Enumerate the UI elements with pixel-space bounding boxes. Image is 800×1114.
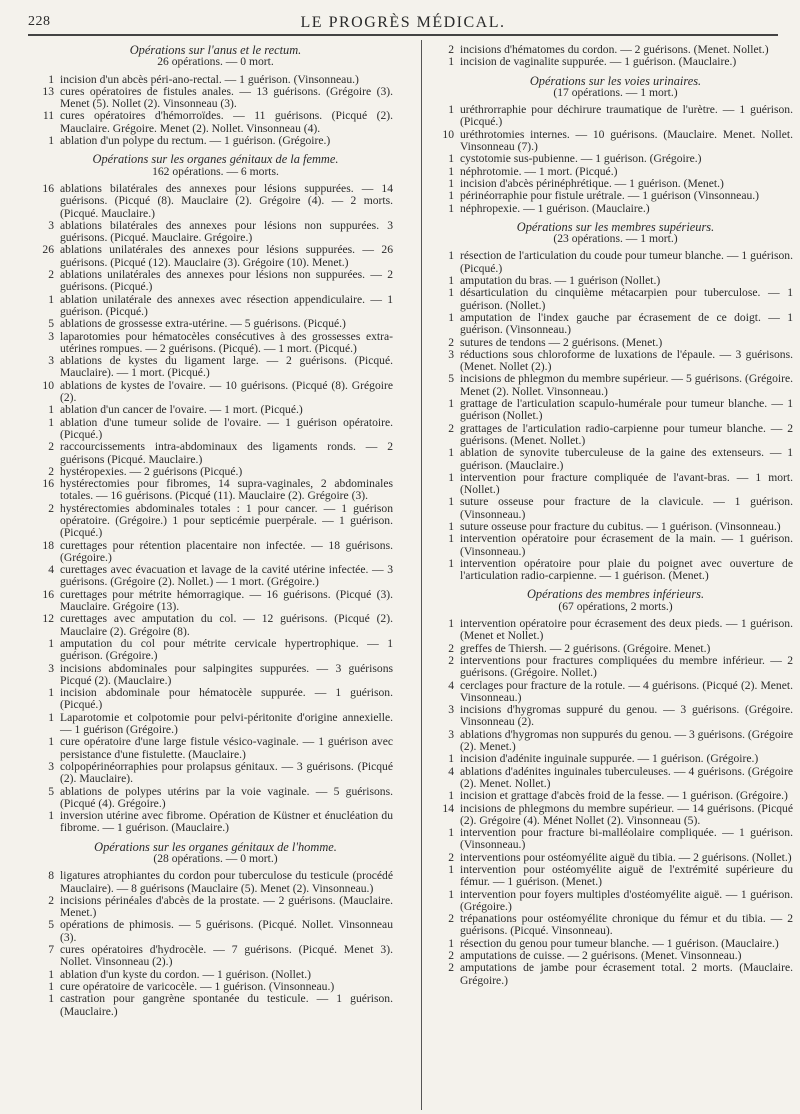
entry-text: ablations de polypes utérins par la voie vaginale. — 5 guérisons. (Picqué (4). Grégoire.) [60, 784, 393, 810]
entry-count: 1 [48, 686, 54, 700]
operation-entry [438, 729, 793, 754]
entry-count: 3 [48, 329, 54, 343]
operation-entry [38, 478, 393, 503]
column-separator [421, 40, 422, 1110]
entry-text: amputations de cuisse. — 2 guérisons. (Menet. Vinsonneau.) [460, 949, 742, 963]
entry-text: cystotomie sus-pubienne. — 1 guérison. (Grégoire.) [460, 152, 702, 166]
entry-text: intervention opératoire pour plaie du poignet avec ouverture de l'articulation radio-carpienne. — 1 guérison. (Menet.) [460, 556, 793, 583]
entry-text: ablations de kystes du ligament large. — 2 guérisons. (Picqué. Mauclaire). — 1 mort. (Picqué.) [60, 354, 393, 380]
operation-entry [438, 153, 793, 165]
entry-text: curettages pour métrite hémorragique. — 16 guérisons. (Picqué (3). Mauclaire. Grégoire (13). [60, 587, 393, 614]
entry-text: néphropexie. — 1 guérison. (Mauclaire.) [460, 201, 650, 215]
entry-text: ablations de kystes de l'ovaire. — 10 guérisons. (Picqué (8). Grégoire (2). [60, 378, 393, 405]
entry-count: 1 [448, 55, 454, 69]
operation-entry [438, 790, 793, 802]
section-summary: (17 opérations. — 1 mort.) [553, 85, 678, 99]
entry-count: 14 [442, 801, 454, 815]
entry-count: 1 [448, 752, 454, 766]
entry-count: 18 [42, 538, 54, 552]
operation-entry [438, 56, 793, 68]
entry-count: 1 [448, 532, 454, 546]
operation-entry [38, 318, 393, 330]
section-summary: (28 opérations. — 0 mort.) [153, 852, 278, 865]
operation-entry [38, 810, 393, 835]
entry-text: intervention opératoire pour écrasement de la main. — 1 guérison. (Vinsonneau.) [460, 532, 793, 558]
operation-entry [438, 104, 793, 129]
entry-count: 1 [448, 310, 454, 324]
entry-count: 11 [42, 109, 54, 123]
entry-count: 10 [42, 378, 54, 392]
entry-text: ablations bilatérales des annexes pour lésions suppurées. — 14 guérisons. (Picqué (8). Mauclaire (2). Grégoire (4). — 2 morts. (Picqué. Mauclaire.) [60, 181, 393, 220]
section-heading: Opérations sur les organes génitaux de la femme. [92, 152, 339, 167]
entry-text: ablation d'un polype du rectum. — 1 guérison. (Grégoire.) [60, 134, 331, 148]
operation-entry [438, 803, 793, 828]
section-summary: (23 opérations. — 1 mort.) [553, 232, 678, 246]
operation-entry [38, 944, 393, 969]
entry-text: sutures de tendons — 2 guérisons. (Menet.) [460, 335, 663, 349]
entry-count: 1 [448, 495, 454, 509]
entry-count: 5 [448, 372, 454, 386]
operation-entry [38, 895, 393, 920]
entry-text: curettages pour rétention placentaire non infectée. — 18 guérisons. (Grégoire.) [60, 538, 393, 564]
operation-entry [438, 618, 793, 643]
entry-count: 2 [48, 501, 54, 515]
entry-text: ablations d'hygromas non suppurés du genou. — 3 guérisons. (Grégoire (2). Menet.) [460, 727, 793, 754]
operation-entry [38, 786, 393, 811]
entry-text: colpopérinéorraphies pour prolapsus génitaux. — 3 guérisons. (Picqué (2). Mauclaire). [60, 759, 393, 786]
entry-count: 1 [448, 103, 454, 117]
operation-entry [438, 373, 793, 398]
entry-count: 1 [448, 176, 454, 190]
entry-count: 1 [448, 617, 454, 631]
operation-entry [438, 447, 793, 472]
entry-count: 3 [48, 661, 54, 675]
operation-entry [438, 962, 793, 987]
entry-text: cerclages pour fracture de la rotule. — 4 guérisons. (Picqué (2). Menet. Vinsonneau.) [460, 678, 793, 704]
entry-text: grattages de l'articulation radio-carpienne pour tumeur blanche. — 2 guérisons. (Menet. Nollet.) [460, 421, 793, 447]
left-column [38, 44, 393, 1018]
section-heading: Opérations sur les voies urinaires. [529, 73, 702, 88]
operation-entry [438, 287, 793, 312]
entry-count: 1 [448, 152, 454, 166]
entry-count: 1 [448, 189, 454, 203]
entry-count: 1 [448, 446, 454, 460]
operation-entry [38, 380, 393, 405]
operation-entry [438, 558, 793, 583]
entry-count: 5 [48, 317, 54, 331]
entry-count: 1 [448, 936, 454, 950]
entry-text: cures opératoires d'hémorroïdes. — 11 guérisons. (Picqué (2). Mauclaire. Grégoire. Menet (2). Nollet. Vinsonneau (4). [60, 109, 393, 135]
entry-count: 2 [448, 653, 454, 667]
operation-entry [38, 355, 393, 380]
entry-text: ablations unilatérales des annexes pour lésions suppurées. — 26 guérisons. (Picqué (12). Mauclaire (3). Grégoire (10). Menet.) [60, 243, 393, 269]
entry-count: 7 [48, 943, 54, 957]
entry-text: incision et grattage d'abcès froid de la fesse. — 1 guérison. (Grégoire.) [460, 789, 788, 803]
section [438, 588, 793, 987]
entry-text: raccourcissements intra-abdominaux des ligaments ronds. — 2 guérisons (Picqué. Mauclaire.) [60, 440, 393, 466]
entry-text: amputations de jambe pour écrasement total. 2 morts. (Mauclaire. Grégoire.) [460, 961, 793, 987]
entry-count: 1 [448, 470, 454, 484]
operation-entry [438, 337, 793, 349]
operation-entry [438, 533, 793, 558]
entry-text: cure opératoire de varicocèle. — 1 guérison. (Vinsonneau.) [60, 979, 335, 993]
entry-text: incisions d'hématomes du cordon. — 2 guérisons. (Menet. Nollet.) [460, 43, 769, 56]
entry-count: 1 [48, 403, 54, 417]
operation-entry [38, 540, 393, 565]
section [38, 153, 393, 834]
operation-entry [438, 913, 793, 938]
entry-count: 1 [48, 735, 54, 749]
entry-text: incisions de phlegmons du membre supérieur. — 14 guérisons. (Picqué (2). Grégoire (4). Ménet Nollet (2). Vinsonneau (5). [460, 801, 793, 827]
entry-text: ligatures atrophiantes du cordon pour tuberculose du testicule (procédé Mauclaire). — 8 guérisons (Mauclaire (5). Menet (2). Vinsonneau.) [60, 869, 393, 895]
section-heading: Opérations sur les organes génitaux de l'homme. [94, 839, 337, 854]
entry-text: curettages avec évacuation et lavage de la cavité utérine infectée. — 3 guérisons. (Grégoire (2). Nollet.) — 1 mort. (Grégoire.) [60, 563, 393, 589]
entry-text: ablations unilatérales des annexes pour lésions non suppurées. — 2 guérisons. (Picqué.) [60, 268, 393, 294]
entry-count: 3 [48, 218, 54, 232]
entry-text: résection du genou pour tumeur blanche. — 1 guérison. (Mauclaire.) [460, 936, 779, 950]
entry-text: ablation unilatérale des annexes avec résection appendiculaire. — 1 guérison. (Picqué.) [60, 292, 393, 318]
section-heading: Opérations sur les membres supérieurs. [516, 219, 715, 234]
page-number: 228 [28, 14, 51, 29]
operation-entry [438, 129, 793, 154]
operation-entry [438, 680, 793, 705]
section-summary: (67 opérations, 2 morts.) [558, 599, 673, 613]
operation-entry [38, 589, 393, 614]
entry-text: cure opératoire d'une large fistule vésico-vaginale. — 1 guérison avec persistance d'une fistulette. (Mauclaire.) [60, 735, 393, 761]
operation-entry [38, 736, 393, 761]
operation-entry [438, 423, 793, 448]
entry-count: 1 [48, 72, 54, 86]
entry-text: ablations bilatérales des annexes pour lésions non suppurées. 3 guérisons. (Picqué. Mauclaire. Grégoire.) [60, 218, 393, 245]
entry-count: 4 [448, 678, 454, 692]
operation-entry [438, 312, 793, 337]
entry-text: incisions d'hygromas suppuré du genou. — 3 guérisons. (Grégoire. Vinsonneau (2). [460, 703, 793, 729]
entry-text: castration pour gangrène spontanée du testicule. — 1 guérison. (Mauclaire.) [60, 992, 393, 1018]
entry-count: 1 [48, 967, 54, 981]
operation-entry [38, 86, 393, 111]
entry-count: 1 [448, 274, 454, 288]
operation-entry [438, 349, 793, 374]
entry-text: suture osseuse pour fracture du cubitus. — 1 guérison. (Vinsonneau.) [460, 519, 781, 533]
operation-entry [38, 417, 393, 442]
operation-entry [38, 761, 393, 786]
entry-count: 2 [448, 335, 454, 349]
entry-count: 16 [42, 477, 54, 491]
entry-text: hystérectomies abdominales totales : 1 pour cancer. — 1 guérison opératoire. (Grégoire.) 1 pour septicémie puerpérale. — 1 guérison. (Picqué.) [60, 501, 393, 540]
entry-text: Laparotomie et colpotomie pour pelvi-péritonite d'origine annexielle. — 1 guérison (Grégoire.) [60, 710, 393, 737]
entry-text: résection de l'articulation du coude pour tumeur blanche. — 1 guérison. (Picqué.) [460, 249, 793, 275]
entry-text: opérations de phimosis. — 5 guérisons. (Picqué. Nollet. Vinsonneau (3). [60, 918, 393, 944]
entry-text: amputation de l'index gauche par écrasement de ce doigt. — 1 guérison. (Vinsonneau.) [460, 310, 793, 337]
section-heading: Opérations des membres inférieurs. [526, 587, 705, 602]
operation-entry [438, 190, 793, 202]
operation-entry [38, 294, 393, 319]
operation-entry [38, 244, 393, 269]
entry-count: 1 [448, 556, 454, 570]
entry-count: 1 [48, 710, 54, 724]
operation-entry [438, 250, 793, 275]
entry-text: interventions pour fractures compliquées du membre inférieur. — 2 guérisons. (Grégoire. Nollet.) [460, 653, 793, 680]
operation-entry [38, 110, 393, 135]
entry-count: 1 [48, 636, 54, 650]
entry-count: 16 [42, 587, 54, 601]
entry-text: réductions sous chloroforme de luxations de l'épaule. — 3 guérisons. (Menet. Nollet (2).) [460, 347, 793, 374]
operation-entry [38, 135, 393, 147]
entry-text: ablation d'un kyste du cordon. — 1 guérison. (Nollet.) [60, 967, 311, 981]
entry-count: 1 [448, 286, 454, 300]
operation-entry [38, 993, 393, 1018]
entry-count: 2 [48, 893, 54, 907]
entry-count: 2 [448, 850, 454, 864]
entry-text: grattage de l'articulation scapulo-humérale pour tumeur blanche. — 1 guérison (Nollet.) [460, 397, 793, 423]
entry-text: intervention pour fracture compliquée de l'avant-bras. — 1 mort. (Nollet.) [460, 470, 793, 497]
operation-entry [438, 655, 793, 680]
entry-text: ablation de synovite tuberculeuse de la gaine des extenseurs. — 1 guérison. (Mauclaire.) [460, 446, 793, 472]
entry-text: incision d'un abcès péri-ano-rectal. — 1 guérison. (Vinsonneau.) [60, 72, 359, 86]
operation-entry [38, 269, 393, 294]
operation-entry [438, 472, 793, 497]
entry-count: 1 [48, 979, 54, 993]
section-heading: Opérations sur l'anus et le rectum. [129, 43, 302, 57]
entry-count: 8 [48, 869, 54, 883]
entry-text: périnéorraphie pour fistule urétrale. — 1 guérison (Vinsonneau.) [460, 189, 760, 203]
operation-entry [438, 827, 793, 852]
entry-text: incisions abdominales pour salpingites suppurées. — 3 guérisons Picqué (2). (Mauclaire.) [60, 661, 393, 687]
section [438, 75, 793, 215]
entry-text: laparotomies pour hématocèles consécutives à des grossesses extra-utérines rompues. — 2 guérisons. (Picqué). — 1 mort. (Picqué.) [60, 329, 393, 355]
entry-count: 2 [48, 268, 54, 282]
operation-entry [38, 613, 393, 638]
operation-entry [438, 496, 793, 521]
entry-text: incision d'adénite inguinale suppurée. — 1 guérison. (Grégoire.) [460, 752, 759, 766]
section [438, 221, 793, 583]
entry-text: incisions périnéales d'abcès de la prostate. — 2 guérisons. (Mauclaire. Menet.) [60, 893, 393, 920]
entry-text: trépanations pour ostéomyélite chronique du fémur et du tibia. — 2 guérisons. (Picqué. Vinsonneau). [460, 912, 793, 938]
operation-entry [38, 638, 393, 663]
operation-entry [438, 889, 793, 914]
entry-text: amputation du col pour métrite cervicale hypertrophique. — 1 guérison. (Grégoire.) [60, 636, 393, 663]
entry-count: 1 [48, 992, 54, 1006]
section [38, 841, 393, 1018]
entry-text: incisions de phlegmon du membre supérieur. — 5 guérisons. (Grégoire. Menet (2). Nollet. Vinsonneau.) [460, 372, 793, 398]
entry-count: 4 [48, 563, 54, 577]
entry-count: 2 [448, 641, 454, 655]
entry-text: intervention pour ostéomyélite aiguë de l'extrémité supérieure du fémur. — 1 guérison. (Menet.) [460, 863, 793, 889]
entry-count: 2 [448, 949, 454, 963]
entry-count: 1 [48, 292, 54, 306]
section [438, 44, 793, 69]
operation-entry [38, 870, 393, 895]
entry-count: 3 [448, 703, 454, 717]
entry-count: 1 [448, 789, 454, 803]
entry-text: ablation d'un cancer de l'ovaire. — 1 mort. (Picqué.) [60, 403, 303, 417]
entry-text: incision d'abcès périnéphrétique. — 1 guérison. (Menet.) [460, 176, 724, 190]
operation-entry [38, 919, 393, 944]
entry-text: intervention pour foyers multiples d'ostéomyélite aiguë. — 1 guérison. (Grégoire.) [460, 887, 793, 913]
operation-entry [438, 766, 793, 791]
entry-count: 13 [42, 84, 54, 98]
operation-entry [438, 203, 793, 215]
operation-entry [38, 331, 393, 356]
entry-text: greffes de Thiersh. — 2 guérisons. (Grégoire. Menet.) [460, 641, 711, 655]
entry-count: 1 [48, 415, 54, 429]
entry-count: 10 [442, 127, 454, 141]
entry-count: 3 [48, 354, 54, 368]
entry-text: interventions pour ostéomyélite aiguë du tibia. — 2 guérisons. (Nollet.) [460, 850, 792, 864]
operation-entry [38, 663, 393, 688]
entry-count: 1 [448, 249, 454, 263]
running-header [28, 14, 778, 36]
entry-text: amputation du bras. — 1 guérison (Nollet.) [460, 274, 661, 288]
section-summary: 162 opérations. — 6 morts. [152, 164, 279, 178]
operation-entry [38, 503, 393, 540]
entry-text: uréthrotomies internes. — 10 guérisons. (Mauclaire. Menet. Nollet. Vinsonneau (7).) [460, 127, 793, 154]
entry-text: inversion utérine avec fibrome. Opération de Küstner et énucléation du fibrome. — 1 guérison. (Mauclaire.) [60, 809, 393, 835]
operation-entry [38, 441, 393, 466]
entry-text: uréthrorraphie pour déchirure traumatique de l'urètre. — 1 guérison. (Picqué.) [460, 103, 793, 129]
section-summary: 26 opérations. — 0 mort. [157, 55, 274, 69]
entry-text: curettages avec amputation du col. — 12 guérisons. (Picqué (2). Mauclaire (2). Grégoire (8). [60, 612, 393, 638]
entry-text: cures opératoires de fistules anales. — 13 guérisons. (Grégoire (3). Menet (5). Nollet (2). Vinsonneau (3). [60, 84, 393, 111]
entry-count: 2 [448, 961, 454, 975]
right-column [438, 44, 793, 987]
entry-count: 12 [42, 612, 54, 626]
entry-count: 1 [448, 863, 454, 876]
entry-count: 3 [48, 759, 54, 773]
entry-text: intervention pour fracture bi-malléolaire compliquée. — 1 guérison. (Vinsonneau.) [460, 826, 793, 852]
entry-text: suture osseuse pour fracture de la clavicule. — 1 guérison. (Vinsonneau.) [460, 495, 793, 521]
entry-text: ablations d'adénites inguinales tuberculeuses. — 4 guérisons. (Grégoire (2). Menet. Nollet.) [460, 764, 793, 790]
entry-text: incision de vaginalite suppurée. — 1 guérison. (Mauclaire.) [460, 55, 737, 69]
entry-text: incision abdominale pour hématocèle suppurée. — 1 guérison. (Picqué.) [60, 686, 393, 712]
entry-count: 5 [48, 918, 54, 932]
entry-text: cures opératoires d'hydrocèle. — 7 guérisons. (Picqué. Menet 3). Nollet. Vinsonneau (2).) [60, 943, 393, 969]
entry-text: hystérectomies pour fibromes, 14 supra-vaginales, 2 abdominales totales. — 16 guérisons. (Picqué (11). Mauclaire (2). Grégoire (3). [60, 477, 393, 503]
operation-entry [438, 864, 793, 889]
entry-count: 3 [448, 347, 454, 361]
entry-count: 5 [48, 784, 54, 798]
entry-count: 4 [448, 764, 454, 778]
entry-count: 26 [42, 243, 54, 257]
running-title: LE PROGRÈS MÉDICAL. [300, 14, 506, 31]
operation-entry [38, 220, 393, 245]
operation-entry [38, 183, 393, 220]
operation-entry [38, 564, 393, 589]
operation-entry [438, 753, 793, 765]
entry-count: 1 [448, 826, 454, 840]
entry-count: 3 [448, 727, 454, 741]
entry-count: 1 [48, 809, 54, 823]
entry-count: 2 [48, 464, 54, 478]
entry-count: 16 [42, 181, 54, 195]
entry-text: ablations de grossesse extra-utérine. — 5 guérisons. (Picqué.) [60, 317, 346, 331]
entry-text: hystéropexies. — 2 guérisons (Picqué.) [60, 464, 243, 478]
entry-count: 1 [448, 397, 454, 411]
entry-count: 1 [448, 201, 454, 215]
entry-count: 2 [448, 912, 454, 926]
entry-count: 1 [448, 519, 454, 533]
entry-count: 1 [48, 134, 54, 148]
operation-entry [38, 687, 393, 712]
entry-count: 2 [448, 421, 454, 435]
operation-entry [438, 398, 793, 423]
entry-text: néphrotomie. — 1 mort. (Picqué.) [460, 164, 618, 178]
entry-text: ablation d'une tumeur solide de l'ovaire. — 1 guérison opératoire. (Picqué.) [60, 415, 393, 441]
operation-entry [438, 704, 793, 729]
operation-entry [38, 404, 393, 416]
entry-count: 2 [448, 43, 454, 56]
entry-count: 2 [48, 440, 54, 454]
entry-text: désarticulation du cinquième métacarpien pour tuberculose. — 1 guérison. (Nollet.) [460, 286, 793, 312]
entry-count: 1 [448, 887, 454, 901]
operation-entry [38, 712, 393, 737]
entry-text: intervention opératoire pour écrasement des deux pieds. — 1 guérison. (Menet et Nollet.) [460, 617, 793, 643]
entry-count: 1 [448, 164, 454, 178]
section [38, 44, 393, 147]
